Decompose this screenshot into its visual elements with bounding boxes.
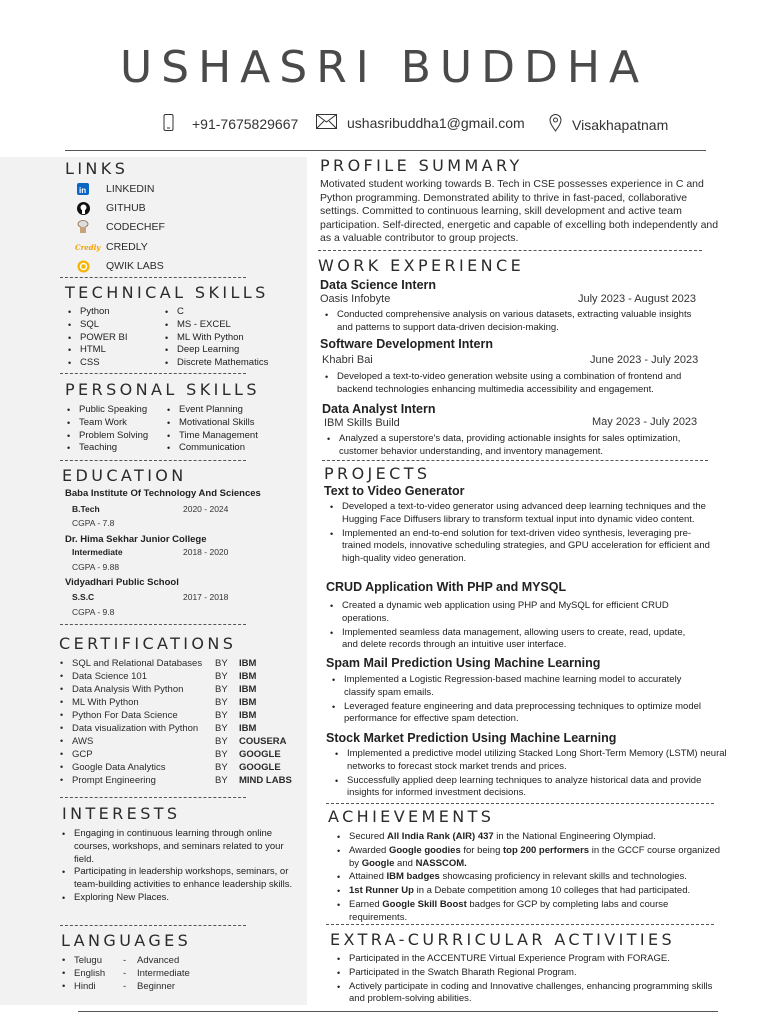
languages-list	[62, 955, 262, 994]
certification-item: • GCP BY GOOGLE	[60, 749, 300, 762]
achievement-item: • Secured All India Rank (AIR) 437 in the National Engineering Olympiad.	[337, 831, 722, 844]
achievements-heading: ACHIEVEMENTS	[328, 807, 495, 826]
education-institution: Vidyadhari Public School	[65, 577, 179, 588]
link-linkedin[interactable]	[76, 182, 154, 196]
personal-skills-col2	[167, 404, 297, 455]
skill-item: • Team Work	[67, 417, 167, 430]
activity-item: • Participated in the ACCENTURE Virtual Experience Program with FORAGE.	[337, 953, 722, 966]
activity-item: • Participated in the Swatch Bharath Regional Program.	[337, 967, 722, 980]
github-icon	[76, 201, 90, 215]
certification-item: • ML With Python BY IBM	[60, 697, 300, 710]
language-item: • Telugu - Advanced	[62, 955, 180, 966]
qwiklabs-icon	[76, 259, 90, 273]
education-years: 2020 - 2024	[183, 504, 229, 514]
technical-skills-heading: TECHNICAL SKILLS	[65, 283, 269, 302]
skill-item: • Time Management	[167, 430, 297, 443]
divider	[326, 803, 714, 804]
interests-heading: INTERESTS	[62, 804, 181, 823]
credly-icon	[75, 240, 101, 254]
link-qwiklabs[interactable]	[76, 259, 164, 273]
project-title: Text to Video Generator	[324, 484, 465, 498]
skill-item: • POWER BI	[68, 332, 158, 345]
technical-skills-col1	[68, 306, 158, 370]
job-date: June 2023 - July 2023	[590, 354, 699, 366]
certification-item: • Data Science 101 BY IBM	[60, 671, 300, 684]
education-institution: Baba Institute Of Technology And Sciences	[65, 488, 261, 499]
divider	[60, 373, 246, 374]
certifications-heading: CERTIFICATIONS	[59, 634, 237, 653]
education-score: CGPA - 9.88	[72, 562, 120, 572]
certification-item: • Data visualization with Python BY IBM	[60, 723, 300, 736]
job-description: • Analyzed a superstore's data, providing actionable insights for sales optimization, customer behavior understanding, and inventory management.	[327, 433, 702, 460]
header-divider	[65, 150, 706, 151]
job-title: Data Analyst Intern	[322, 402, 436, 416]
phone-number[interactable]: +91-7675829667	[192, 116, 299, 132]
link-label: QWIK LABS	[106, 260, 164, 272]
skill-item: • Motivational Skills	[167, 417, 297, 430]
job-org: Oasis Infobyte	[320, 293, 391, 305]
extra-curricular-heading: EXTRA-CURRICULAR ACTIVITIES	[330, 930, 676, 949]
certification-item: • Data Analysis With Python BY IBM	[60, 684, 300, 697]
link-github[interactable]	[76, 201, 146, 215]
job-title: Data Science Intern	[320, 278, 437, 292]
phone-contact	[163, 114, 298, 134]
skill-item: • ML With Python	[165, 332, 295, 345]
education-heading: EDUCATION	[62, 466, 187, 485]
skill-item: • SQL	[68, 319, 158, 332]
project-title: Stock Market Prediction Using Machine Learning	[326, 731, 617, 745]
job-date: July 2023 - August 2023	[578, 293, 697, 305]
job-description: • Conducted comprehensive analysis on various datasets, extracting valuable insights and patterns to support data-driven decision-making.	[325, 309, 705, 336]
extra-curricular-list	[337, 953, 722, 1007]
achievement-item: • Awarded Google goodies for being top 200 performers in the GCCF course organized by Google and NASSCOM.	[337, 845, 722, 871]
education-years: 2018 - 2020	[183, 547, 229, 557]
interest-item: • Exploring New Places.	[62, 892, 304, 905]
education-score: CGPA - 9.8	[72, 607, 115, 617]
certification-item: • Google Data Analytics BY GOOGLE	[60, 762, 300, 775]
link-label: LINKEDIN	[106, 183, 155, 195]
divider	[322, 460, 708, 461]
phone-icon	[163, 114, 174, 134]
job-org: Khabri Bai	[322, 354, 373, 366]
project-points: • Created a dynamic web application using PHP and MySQL for efficient CRUD operations. • Implemented seamless data management, allowing users to create, read, update, and delete records through an intuitive user interface.	[330, 600, 700, 653]
education-degree: Intermediate	[72, 547, 123, 557]
link-codechef[interactable]	[76, 220, 165, 234]
skill-item: • Discrete Mathematics	[165, 357, 295, 370]
project-points: • Developed a text-to-video generator using advanced deep learning techniques and the Hugging Face Diffusers library to transform textual input into dynamic video content. • Implemented an end-to-end solution for text-driven video synthesis, leveraging pre-trained models, innovative scheduling strategies, and GPU acceleration for efficient and high-quality video generation.	[330, 501, 720, 567]
skill-item: • Event Planning	[167, 404, 297, 417]
skill-item: • HTML	[68, 344, 158, 357]
achievement-item: • Attained IBM badges showcasing proficiency in relevant skills and technologies.	[337, 871, 722, 884]
languages-heading: LANGUAGES	[61, 931, 192, 950]
links-heading: LINKS	[65, 159, 129, 178]
skill-item: • Problem Solving	[67, 430, 167, 443]
skill-item: • Public Speaking	[67, 404, 167, 417]
link-label: CREDLY	[106, 241, 148, 253]
certification-item: • Python For Data Science BY IBM	[60, 710, 300, 723]
skill-item: • C	[165, 306, 295, 319]
achievements-list	[337, 831, 722, 926]
map-pin-icon	[549, 114, 562, 135]
email-contact	[316, 114, 525, 132]
technical-skills-col2	[165, 306, 295, 370]
interests-list	[62, 828, 304, 905]
skill-item: • Teaching	[67, 442, 167, 455]
education-institution: Dr. Hima Sekhar Junior College	[65, 534, 207, 545]
profile-summary-heading: PROFILE SUMMARY	[320, 156, 523, 175]
divider	[60, 624, 246, 625]
skill-item: • Deep Learning	[165, 344, 295, 357]
language-item: • English - Intermediate	[62, 968, 190, 979]
job-description: • Developed a text-to-video generation website using a combination of frontend and backend technologies enhancing multimedia accessibility and engagement.	[325, 371, 710, 398]
certification-item: • AWS BY COUSERA	[60, 736, 300, 749]
envelope-icon	[316, 114, 337, 132]
certification-item: • Prompt Engineering BY MIND LABS	[60, 775, 300, 788]
job-date: May 2023 - July 2023	[592, 416, 698, 428]
activity-item: • Actively participate in coding and Innovative challenges, enhancing programming skills and problem-solving abilities.	[337, 981, 722, 1007]
skill-item: • CSS	[68, 357, 158, 370]
linkedin-icon	[76, 182, 90, 196]
language-item: • Hindi - Beginner	[62, 981, 176, 992]
profile-summary-text: Motivated student working towards B. Tech in CSE possesses experience in C and Python programming. Demonstrated ability to thrive in fast-paced, collaborative settings. Committed to continuous learning, skill development and active team participation. Self-directed, energetic and capable of excelling both independently and as a valuable contributor to group projects.	[320, 178, 719, 244]
skill-item: • MS - EXCEL	[165, 319, 295, 332]
location-text: Visakhapatnam	[572, 116, 669, 133]
education-years: 2017 - 2018	[183, 592, 229, 602]
achievement-item: • Earned Google Skill Boost badges for GCP by completing labs and course requirements.	[337, 899, 722, 925]
link-label: CODECHEF	[106, 221, 165, 233]
certification-item: • SQL and Relational Databases BY IBM	[60, 658, 300, 671]
footer-divider	[78, 1011, 718, 1012]
projects-heading: PROJECTS	[324, 464, 431, 483]
project-points: • Implemented a predictive model utilizing Stacked Long Short-Term Memory (LSTM) neural networks to forecast stock market trends and prices. • Successfully applied deep learning techniques to analyze historical data and provide insights for informed investment decisions.	[335, 748, 735, 801]
job-org: IBM Skills Build	[324, 417, 400, 429]
link-label: GITHUB	[106, 202, 146, 214]
project-title: CRUD Application With PHP and MYSQL	[326, 580, 567, 594]
link-credly[interactable]	[76, 240, 148, 254]
svg-text:in: in	[79, 186, 87, 195]
skill-item: • Communication	[167, 442, 297, 455]
location-contact	[549, 114, 668, 135]
divider	[326, 924, 714, 925]
skill-item: • Python	[68, 306, 158, 319]
personal-skills-heading: PERSONAL SKILLS	[65, 380, 260, 399]
divider	[60, 460, 246, 461]
job-title: Software Development Intern	[320, 337, 493, 351]
education-degree: S.S.C	[72, 592, 95, 602]
codechef-icon	[76, 220, 90, 234]
education-degree: B.Tech	[72, 504, 100, 514]
project-title: Spam Mail Prediction Using Machine Learning	[326, 656, 601, 670]
personal-skills-col1	[67, 404, 167, 455]
email-address[interactable]: ushasribuddha1@gmail.com	[347, 115, 525, 131]
work-experience-heading: WORK EXPERIENCE	[318, 256, 525, 275]
candidate-name: USHASRI BUDDHA	[119, 42, 649, 93]
project-points: • Implemented a Logistic Regression-based machine learning model to accurately classify spam emails. • Leveraged feature engineering and data preprocessing techniques to optimize model performance for effective spam detection.	[332, 674, 712, 727]
divider	[60, 277, 246, 278]
divider	[318, 250, 702, 251]
achievement-item: • 1st Runner Up in a Debate competition among 10 colleges that had participated.	[337, 885, 722, 898]
interest-item: • Participating in leadership workshops, seminars, or team-building activities to enhance leadership skills.	[62, 866, 304, 892]
svg-text:Credly: Credly	[75, 243, 101, 252]
interest-item: • Engaging in continuous learning through online courses, workshops, and seminars related to your field.	[62, 828, 304, 866]
divider	[60, 925, 246, 926]
education-score: CGPA - 7.8	[72, 518, 115, 528]
divider	[60, 797, 246, 798]
